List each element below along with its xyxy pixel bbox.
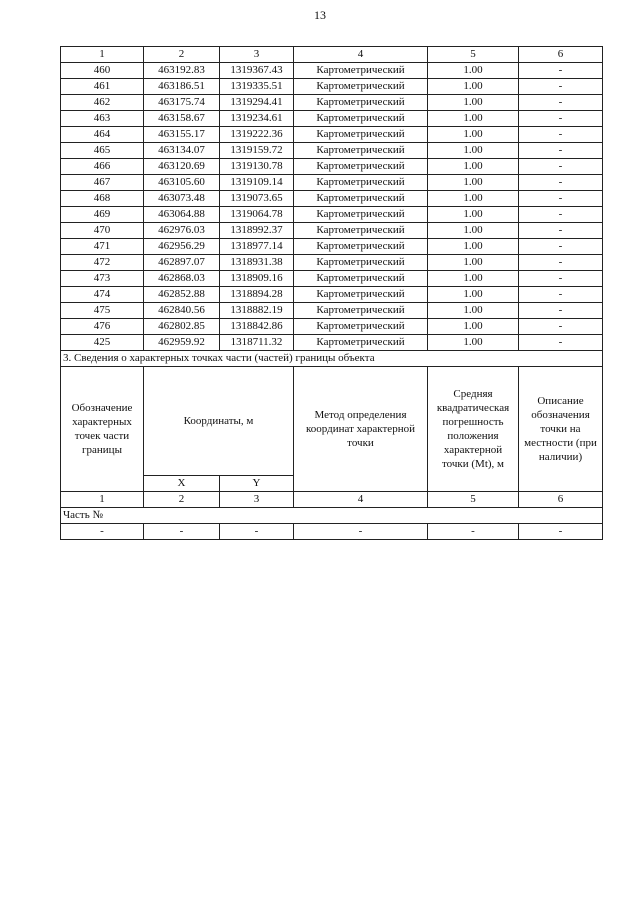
table-cell: - [519,159,603,175]
table-cell: Картометрический [294,207,428,223]
empty-cell: - [294,524,428,540]
table-cell: 1318977.14 [220,239,294,255]
table-row [61,303,603,319]
table-cell: 462852.88 [144,287,220,303]
table-cell: Картометрический [294,223,428,239]
header-x: X [144,476,220,492]
table-row [61,127,603,143]
table-cell: 1319130.78 [220,159,294,175]
table-cell: 463175.74 [144,95,220,111]
table-cell: - [519,287,603,303]
table-cell: - [519,223,603,239]
table-cell: 1.00 [428,191,519,207]
table-cell: - [519,127,603,143]
table-cell: - [519,143,603,159]
table-cell: 463158.67 [144,111,220,127]
table-cell: Картометрический [294,287,428,303]
table-cell: 1.00 [428,143,519,159]
table-cell: 462840.56 [144,303,220,319]
table-cell: 463120.69 [144,159,220,175]
col-number: 6 [519,492,603,508]
table-cell: 1318842.86 [220,319,294,335]
table-cell: - [519,175,603,191]
table-row [61,143,603,159]
header-method: Метод определения координат характерной точки [294,367,428,492]
table-cell: 1.00 [428,335,519,351]
table-cell: Картометрический [294,143,428,159]
table-cell: 1318894.28 [220,287,294,303]
table-cell: Картометрический [294,127,428,143]
table-row [61,95,603,111]
page-number: 13 [314,8,326,22]
table-row [61,335,603,351]
table-cell: 462956.29 [144,239,220,255]
empty-cell: - [144,524,220,540]
col-number: 4 [294,492,428,508]
section3-column-number-row [61,492,603,508]
table-row [61,239,603,255]
table-cell: 1.00 [428,287,519,303]
table-cell: 1319234.61 [220,111,294,127]
table-cell: Картометрический [294,319,428,335]
table-cell: 468 [61,191,144,207]
table-cell: - [519,239,603,255]
table-cell: - [519,319,603,335]
col-number: 5 [428,47,519,63]
table-cell: 462 [61,95,144,111]
table-cell: 469 [61,207,144,223]
table-cell: 1.00 [428,95,519,111]
table-cell: 472 [61,255,144,271]
table-cell: 465 [61,143,144,159]
table-cell: 462976.03 [144,223,220,239]
table-cell: - [519,95,603,111]
table-cell: 462868.03 [144,271,220,287]
table-cell: 474 [61,287,144,303]
table-cell: 1318909.16 [220,271,294,287]
col-number: 2 [144,492,220,508]
col-number: 4 [294,47,428,63]
table-cell: 1.00 [428,79,519,95]
table-cell: Картометрический [294,255,428,271]
table-cell: 463105.60 [144,175,220,191]
table-row [61,111,603,127]
table-cell: Картометрический [294,95,428,111]
table-cell: 1.00 [428,223,519,239]
table-cell: 1.00 [428,63,519,79]
table-cell: 1319159.72 [220,143,294,159]
section3-title: 3. Сведения о характерных точках части (частей) границы объекта [61,351,603,367]
col-number: 1 [61,47,144,63]
empty-cell: - [519,524,603,540]
table-cell: 463134.07 [144,143,220,159]
table-cell: 1318992.37 [220,223,294,239]
col-number: 6 [519,47,603,63]
table-row [61,255,603,271]
table-row [61,271,603,287]
column-number-row [61,47,603,63]
header-coordinates: Координаты, м [144,367,294,476]
table-cell: 1.00 [428,271,519,287]
table-cell: 1.00 [428,207,519,223]
table-cell: 470 [61,223,144,239]
table-cell: - [519,111,603,127]
table-cell: Картометрический [294,239,428,255]
table-cell: - [519,191,603,207]
table-cell: 463073.48 [144,191,220,207]
empty-cell: - [428,524,519,540]
col-number: 3 [220,47,294,63]
table-cell: 1318711.32 [220,335,294,351]
table-cell: 425 [61,335,144,351]
table-cell: 1319064.78 [220,207,294,223]
table-row [61,319,603,335]
table-cell: Картометрический [294,79,428,95]
col-number: 5 [428,492,519,508]
table-cell: 1.00 [428,255,519,271]
table-row [61,175,603,191]
section3-title-row [61,351,603,367]
table-cell: 475 [61,303,144,319]
table-cell: 1.00 [428,239,519,255]
header-designation: Обозначение характерных точек части границы [61,367,144,492]
table-cell: 1.00 [428,159,519,175]
table-cell: 476 [61,319,144,335]
empty-cell: - [220,524,294,540]
table-cell: - [519,335,603,351]
table-cell: 462959.92 [144,335,220,351]
table-row [61,207,603,223]
table-cell: 463064.88 [144,207,220,223]
table-cell: 1319222.36 [220,127,294,143]
table-row [61,159,603,175]
table-cell: 463186.51 [144,79,220,95]
table-cell: 463155.17 [144,127,220,143]
table-cell: 460 [61,63,144,79]
table-cell: Картометрический [294,191,428,207]
table-cell: Картометрический [294,63,428,79]
table-row [61,191,603,207]
table-cell: 1319294.41 [220,95,294,111]
table-cell: 1.00 [428,127,519,143]
table-cell: - [519,255,603,271]
table-cell: 467 [61,175,144,191]
table-cell: 466 [61,159,144,175]
table-cell: - [519,79,603,95]
table-cell: - [519,63,603,79]
table-cell: - [519,207,603,223]
table-cell: 1318931.38 [220,255,294,271]
header-y: Y [220,476,294,492]
table-cell: 462802.85 [144,319,220,335]
table-cell: 1319367.43 [220,63,294,79]
col-number: 3 [220,492,294,508]
table-row [61,287,603,303]
table-cell: Картометрический [294,271,428,287]
table-row [61,63,603,79]
table-cell: 464 [61,127,144,143]
header-error: Средняя квадратическая погрешность положения характерной точки (Mt), м [428,367,519,492]
table-cell: 461 [61,79,144,95]
table-cell: 473 [61,271,144,287]
table-cell: Картометрический [294,175,428,191]
table-row [61,79,603,95]
col-number: 1 [61,492,144,508]
table-cell: 1319073.65 [220,191,294,207]
part-label: Часть № [61,508,603,524]
col-number: 2 [144,47,220,63]
table-cell: 462897.07 [144,255,220,271]
section3-header-row [61,367,603,476]
table-row [61,223,603,239]
table-cell: Картометрический [294,159,428,175]
table-cell: Картометрический [294,111,428,127]
table-cell: Картометрический [294,335,428,351]
part-row [61,508,603,524]
empty-cell: - [61,524,144,540]
table-cell: 471 [61,239,144,255]
header-description: Описание обозначения точки на местности (при наличии) [519,367,603,492]
table-cell: 463 [61,111,144,127]
table-cell: Картометрический [294,303,428,319]
table-cell: 1.00 [428,111,519,127]
empty-row [61,524,603,540]
table-cell: 1.00 [428,175,519,191]
table-cell: 1318882.19 [220,303,294,319]
table-cell: 1319109.14 [220,175,294,191]
table-cell: 1319335.51 [220,79,294,95]
table-cell: 1.00 [428,303,519,319]
coordinates-table [60,46,603,540]
table-cell: 1.00 [428,319,519,335]
table-cell: - [519,271,603,287]
table-cell: 463192.83 [144,63,220,79]
table-cell: - [519,303,603,319]
